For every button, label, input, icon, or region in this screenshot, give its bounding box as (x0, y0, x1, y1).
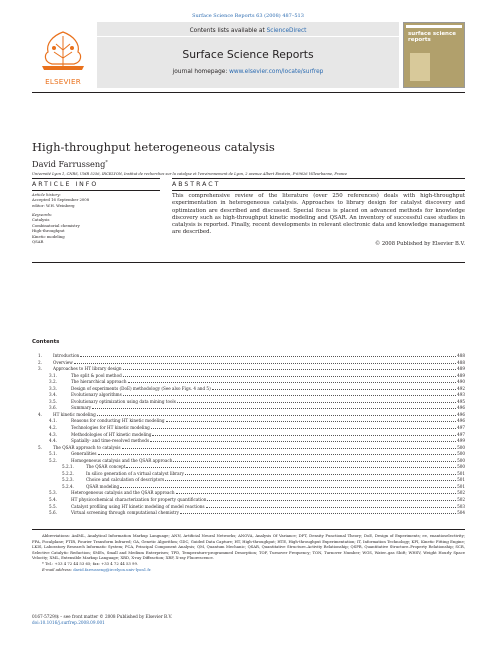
toc-label: Methodologies of HT kinetic modeling (71, 431, 152, 437)
toc-label: Overview (53, 359, 73, 365)
toc-page: 497 (457, 425, 465, 431)
issn-block (32, 614, 172, 626)
toc-page: 497 (457, 431, 465, 437)
toc-leader (123, 369, 457, 370)
toc-label: HT kinetic modeling (53, 411, 96, 417)
toc-number: 3.2. (49, 379, 57, 385)
abstract-rule (172, 190, 465, 191)
toc-page: 499 (457, 438, 465, 444)
toc-page: 502 (457, 490, 465, 496)
toc-label: Virtual screening through computational chemistry (71, 510, 179, 516)
toc-leader (207, 500, 456, 501)
toc-page: 500 (457, 444, 465, 450)
toc-number: 5. (38, 444, 42, 450)
article-info-rule (32, 190, 160, 191)
toc-label: Reasons for conducting HT kinetic modeling (71, 418, 165, 424)
toc-leader (185, 474, 456, 475)
toc-page: 490 (457, 379, 465, 385)
journal-title: Surface Science Reports (182, 48, 314, 61)
toc-label: Catalyst profiling using HT kinetic modeling of model reactions (71, 503, 205, 509)
toc-leader (74, 363, 456, 364)
elsevier-wordmark: ELSEVIER (45, 77, 81, 86)
toc-leader (98, 454, 457, 455)
contents-available: Contents lists available at ScienceDirect (189, 28, 307, 34)
toc-label: Approaches to HT library design (53, 366, 122, 372)
toc-number: 4. (38, 411, 42, 417)
toc-leader (120, 487, 456, 488)
article-info-rule-top (32, 178, 160, 179)
toc-number: 3.3. (49, 385, 57, 391)
abstract-rule-bottom (32, 262, 465, 263)
homepage-link[interactable]: www.elsevier.com/locate/surfrep (229, 69, 324, 75)
footnote-rule (32, 529, 465, 530)
toc-number: 5.4. (49, 497, 57, 503)
toc-leader (126, 467, 456, 468)
contents-heading: Contents (32, 339, 60, 345)
toc-label: Choice and calculation of descriptors (86, 477, 165, 483)
toc-page: 504 (457, 510, 465, 516)
toc-leader (212, 389, 456, 390)
toc-leader (97, 415, 456, 416)
toc-number: 4.4. (49, 438, 57, 444)
cover-graphic (410, 53, 430, 81)
toc-label: The hierarchical approach (71, 379, 127, 385)
toc-leader (122, 448, 457, 449)
toc-leader (165, 480, 456, 481)
journal-homepage: journal homepage: www.elsevier.com/locate/surfrep (172, 69, 324, 75)
toc-label: HT physicochemical characterization for property quantification (71, 497, 207, 503)
toc-number: 5.2.2. (62, 470, 74, 476)
toc-page: 496 (457, 411, 465, 417)
author-line: David Farrusseng* (32, 159, 108, 169)
toc-number: 1. (38, 353, 42, 358)
toc-leader (166, 421, 457, 422)
toc-number: 5.3. (49, 490, 57, 496)
toc-label: Evolutionary optimization using data mining tools (71, 398, 176, 404)
toc-label: The QSAR approach to catalysis (53, 444, 121, 450)
journal-masthead (32, 22, 465, 88)
toc-leader (151, 428, 456, 429)
email-footnote: E-mail address: david.farrusseng@ircelyon.univ-lyon1.fr. (42, 566, 152, 572)
toc-label: The split & pool method (71, 372, 122, 378)
masthead-rule (32, 92, 465, 93)
toc-leader (152, 435, 456, 436)
toc-page: 488 (457, 359, 465, 365)
keyword: Combinatorial chemistry (32, 222, 80, 228)
toc-page: 492 (457, 385, 465, 391)
toc-page: 488 (457, 353, 465, 358)
toc-number: 5.2.3. (62, 477, 74, 483)
affiliation: Université Lyon 1, CNRS, UMR 5256, IRCELYON, Institut de recherches sur la catalyse et l'environnement de Lyon, 2 avenue Albert Einstein, F-69626 Villeurbanne, France (32, 172, 348, 176)
sciencedirect-link[interactable]: ScienceDirect (266, 28, 307, 34)
toc-page: 500 (457, 451, 465, 457)
elsevier-logo (32, 22, 94, 88)
abbreviations-footnote: Abbreviations: AnIML, Analytical Information Markup Language; ANN, Artificial Neural Networks; ANOVA, Analysis Of Variance; DFT, Density Functional Theory; DoE, Design of Experiments; ee, enantioselectivity; FPA, Focalplane; FTIR, Fourier Transform Infrared; GA, Genetic Algorithm; GDC, Guided Data Capture; HT, High-throughput; HTE, High-throughput Experimentation; IT, Information Technology; KPI, Kinetic Fitting Engine; LKIS, Laboratory Research Informatic System; PCA, Principal Component Analysis; QM, Quantum Mechanic; QSAR, Quantitative Structure–Activity Relationship; QSPR, Quantitative Structure–Property Relationship; SCR, Selective Catalytic Reduction; SMEs, Small and Medium Enterprises; TPD, Temperature-programmed Desorption; TOF, Turnover Frequency; TON, Turnover Number; WGS, Water–gas Shift; WHSV, Weight Hourly Space Velocity; XML, Extensible Markup Language; XRD, X-ray Diffraction; XRF, X-ray Fluorescence. (32, 533, 465, 561)
toc-leader (177, 402, 456, 403)
toc-number: 5.1. (49, 451, 57, 457)
masthead-band (97, 22, 399, 88)
toc-number: 3.1. (49, 372, 57, 378)
toc-label: Introduction (53, 353, 80, 358)
toc-leader (123, 376, 456, 377)
abstract-copyright: © 2008 Published by Elsevier B.V. (374, 241, 465, 247)
article-info-heading: ARTICLE INFO (32, 181, 99, 188)
doi-link[interactable]: doi:10.1016/j.surfrep.2008.09.001 (32, 620, 105, 625)
abstract-rule-top (172, 178, 465, 179)
toc-leader (173, 461, 456, 462)
table-of-contents (32, 353, 465, 517)
article-title: High-throughput heterogeneous catalysis (32, 140, 275, 154)
toc-label: Technologies for HT kinetic modeling (71, 425, 150, 431)
keyword: QSAR (32, 239, 44, 245)
toc-page: 503 (457, 503, 465, 509)
toc-number: 3. (38, 366, 42, 372)
toc-number: 4.3. (49, 431, 57, 437)
toc-page: 501 (457, 470, 465, 476)
band-divider (97, 36, 399, 37)
keywords-block: Keywords: Catalysis Combinatorial chemistry High-throughput Kinetic modeling QSAR (32, 212, 80, 245)
keyword: Kinetic modeling (32, 233, 65, 239)
toc-label: In silico generation of a virtual catalyst library (86, 470, 184, 476)
journal-cover-thumbnail (403, 22, 465, 88)
toc-entry[interactable] (32, 510, 465, 517)
toc-page: 489 (457, 366, 465, 372)
running-header: Surface Science Reports 63 (2008) 487–513 (192, 13, 304, 19)
keyword: High-throughput (32, 228, 65, 234)
toc-number: 5.6. (49, 510, 57, 516)
email-link[interactable]: david.farrusseng@ircelyon.univ-lyon1.fr. (73, 566, 152, 572)
toc-page: 501 (457, 483, 465, 489)
toc-label: Summary (71, 405, 92, 411)
abstract-text: This comprehensive review of the literature (over 250 references) deals with high-throughput experimentation in heterogeneous catalysis. Approaches to library design for catalyst discovery and optimization are described and discussed. Special focus is placed on advanced methods for knowledge discovery such as high-throughput kinetic modeling and QSAR. An inventory of successful case studies in catalysis is reported. Finally, recent developments in relevant electronic data and knowledge management are described. (172, 193, 465, 236)
cover-strip (406, 25, 462, 28)
toc-page: 501 (457, 477, 465, 483)
toc-number: 4.2. (49, 425, 57, 431)
toc-page: 500 (457, 457, 465, 463)
toc-page: 489 (457, 372, 465, 378)
toc-leader (128, 382, 457, 383)
toc-label: Generalities (71, 451, 97, 457)
toc-leader (180, 513, 456, 514)
toc-page: 502 (457, 497, 465, 503)
toc-leader (150, 441, 456, 442)
toc-number: 5.5. (49, 503, 57, 509)
toc-label: Homogeneous catalysis and the QSAR approach (71, 457, 173, 463)
article-history: Article history: Accepted 16 September 2008 editor: W.H. Weinberg (32, 192, 90, 208)
toc-number: 3.6. (49, 405, 57, 411)
toc-number: 5.2.4. (62, 483, 74, 489)
toc-leader (206, 507, 457, 508)
abstract-heading: ABSTRACT (172, 181, 221, 188)
cover-title: surface science reports (408, 31, 456, 43)
toc-page: 493 (457, 392, 465, 398)
contact-footnote: * Tel.: +33 4 72 44 53 65; fax: +33 4 72 44 53 99. (42, 560, 139, 566)
toc-number: 4.1. (49, 418, 57, 424)
toc-label: Design of experiments (DoE) methodology (See also Figs. 4 and 5) (71, 385, 211, 391)
toc-leader (123, 395, 456, 396)
toc-label: Heterogeneous catalysis and the QSAR approach (71, 490, 175, 496)
toc-number: 5.2. (49, 457, 57, 463)
toc-page: 496 (457, 405, 465, 411)
toc-label: Spatially- and time-resolved methods (71, 438, 150, 444)
issn-line: 0167-5729/$ – see front matter © 2008 Published by Elsevier B.V. (32, 614, 173, 619)
keyword: Catalysis (32, 217, 50, 223)
toc-number: 3.4. (49, 392, 57, 398)
toc-label: The QSAR concept (86, 464, 126, 470)
toc-number: 5.2.1. (62, 464, 74, 470)
toc-label: QSAR modeling (86, 483, 120, 489)
toc-leader (176, 493, 457, 494)
toc-page: 500 (457, 464, 465, 470)
toc-page: 495 (457, 398, 465, 404)
footnotes (32, 533, 465, 572)
toc-leader (80, 356, 456, 357)
toc-page: 496 (457, 418, 465, 424)
toc-number: 3.5. (49, 398, 57, 404)
toc-number: 2. (38, 359, 42, 365)
toc-label: Evolutionary algorithms (71, 392, 122, 398)
toc-leader (92, 408, 456, 409)
